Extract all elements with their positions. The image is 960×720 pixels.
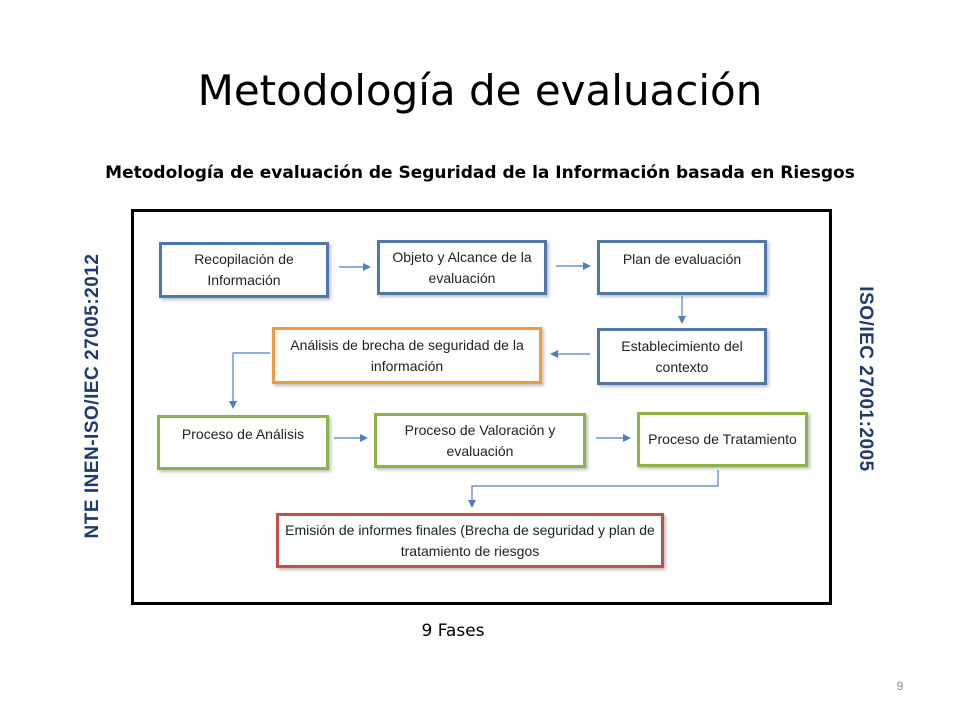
step-proceso-valoracion: Proceso de Valoración y evaluación [374, 413, 586, 468]
step-proceso-analisis: Proceso de Análisis [157, 415, 329, 470]
step-proceso-tratamiento: Proceso de Tratamiento [637, 412, 808, 467]
left-standard-label: NTE INEN-ISO/IEC 27005:2012 [82, 253, 103, 539]
step-analisis-brecha: Análisis de brecha de seguridad de la información [272, 327, 542, 384]
step-plan-evaluacion: Plan de evaluación [597, 240, 767, 295]
page-number: 9 [896, 679, 904, 693]
step-emision-informes: Emisión de informes finales (Brecha de seguridad y plan de tratamiento de riesgos [276, 513, 664, 568]
arrow-step5-to-step6 [233, 353, 270, 407]
right-standard-label: ISO/IEC 27001:2005 [855, 286, 876, 472]
arrow-step8-to-step9 [472, 470, 718, 506]
step-establecimiento-contexto: Establecimiento del contexto [597, 328, 767, 385]
step-objeto-alcance: Objeto y Alcance de la evaluación [377, 240, 547, 295]
slide-subtitle: Metodología de evaluación de Seguridad de la Información basada en Riesgos [105, 163, 855, 183]
step-recopilacion-informacion: Recopilación de Información [159, 242, 329, 298]
slide-title: Metodología de evaluación [197, 66, 763, 115]
phases-caption: 9 Fases [421, 621, 485, 641]
